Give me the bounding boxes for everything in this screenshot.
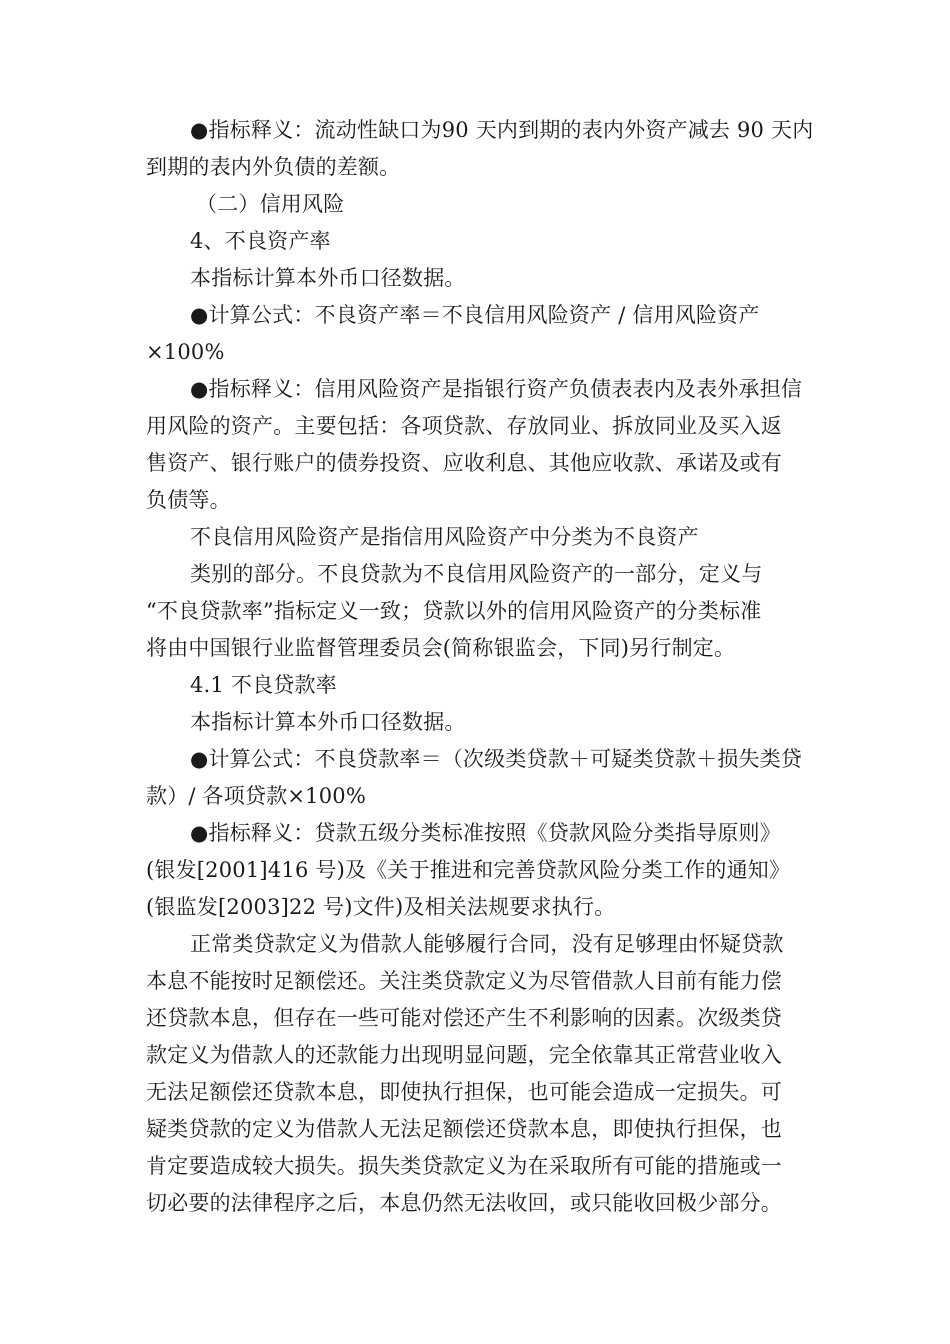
text-line: 切必要的法律程序之后，本息仍然无法收回，或只能收回极少部分。	[146, 1191, 782, 1215]
text-line: 用风险的资产。主要包括：各项贷款、存放同业、拆放同业及买入返	[146, 414, 782, 438]
text-line: 疑类贷款的定义为借款人无法足额偿还贷款本息，即使执行担保，也	[146, 1117, 782, 1141]
text-line: 将由中国银行业监督管理委员会(简称银监会，下同)另行制定。	[146, 636, 736, 660]
text-line: ●指标释义：贷款五级分类标准按照《贷款风险分类指导原则》	[190, 821, 781, 845]
text-line: 肯定要造成较大损失。损失类贷款定义为在采取所有可能的措施或一	[146, 1154, 782, 1178]
text-line: ●指标释义：信用风险资产是指银行资产负债表表内及表外承担信	[190, 377, 803, 401]
text-line: (银发[2001]416 号)及《关于推进和完善贷款风险分类工作的通知》	[146, 858, 791, 882]
text-line: 款定义为借款人的还款能力出现明显问题，完全依靠其正常营业收入	[146, 1043, 782, 1067]
formula-line: ●计算公式：不良贷款率＝（次级类贷款＋可疑类贷款＋损失类贷	[190, 747, 803, 771]
formula-line: ×100%	[146, 340, 225, 364]
text-line: “不良贷款率”指标定义一致；贷款以外的信用风险资产的分类标准	[146, 599, 762, 623]
text-line: 本息不能按时足额偿还。关注类贷款定义为尽管借款人目前有能力偿	[146, 969, 782, 993]
text-line: 到期的表内外负债的差额。	[146, 155, 401, 179]
document-page	[146, 112, 818, 1222]
text-line: (银监发[2003]22 号)文件)及相关法规要求执行。	[146, 895, 616, 919]
text-line: ●指标释义：流动性缺口为90 天内到期的表内外资产减去 90 天内	[190, 118, 814, 142]
text-line: 类别的部分。不良贷款为不良信用风险资产的一部分，定义与	[190, 562, 763, 586]
text-line: 售资产、银行账户的债券投资、应收利息、其他应收款、承诺及或有	[146, 451, 782, 475]
text-line: 负债等。	[146, 488, 231, 512]
text-line: 正常类贷款定义为借款人能够履行合同，没有足够理由怀疑贷款	[190, 932, 784, 956]
subsection-heading: 4、不良资产率	[190, 229, 331, 253]
formula-line: 款）/ 各项贷款×100%	[146, 784, 366, 808]
text-line: 本指标计算本外币口径数据。	[190, 266, 466, 290]
subsection-heading: 4.1 不良贷款率	[190, 673, 337, 697]
formula-line: ●计算公式：不良资产率＝不良信用风险资产 / 信用风险资产	[190, 303, 760, 327]
text-line: 还贷款本息，但存在一些可能对偿还产生不利影响的因素。次级类贷	[146, 1006, 782, 1030]
section-heading: （二）信用风险	[196, 192, 345, 216]
text-line: 不良信用风险资产是指信用风险资产中分类为不良资产	[190, 525, 699, 549]
text-line: 本指标计算本外币口径数据。	[190, 710, 466, 734]
text-line: 无法足额偿还贷款本息，即使执行担保，也可能会造成一定损失。可	[146, 1080, 782, 1104]
